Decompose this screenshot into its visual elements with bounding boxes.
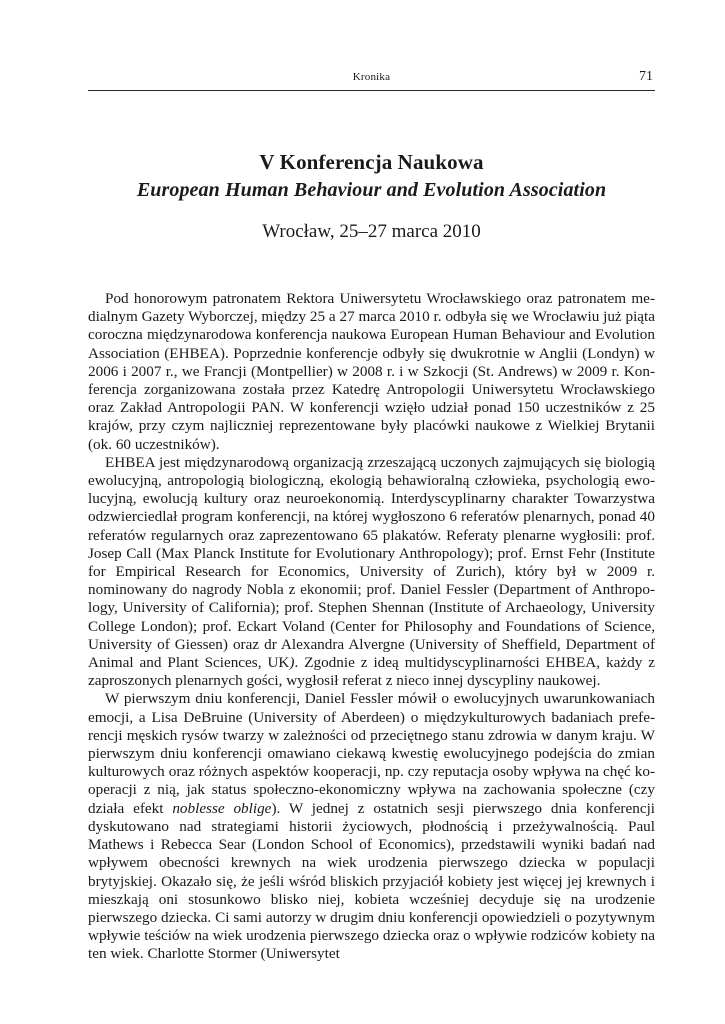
article-subtitle-association: European Human Behaviour and Evolution Association: [136, 179, 607, 201]
paragraph-3: [88, 690, 655, 963]
conference-place-date: Wrocław, 25–27 marca 2010: [262, 221, 481, 242]
page-number: 71: [639, 69, 653, 84]
running-header: [88, 68, 655, 91]
paragraph-3-text-a: W pierwszym dniu konferencji, Daniel Fessler mówił o ewolucyjnych uwarunkowaniach emocji, a Lisa DeBruine (University of Aberdeen) o międzykulturowych badaniach preferencji męskich rysów twarzy w zależności od przeciętnego stanu zdrowia w danym kraju. W pierwszym dniu konferencji omawiano ciekawą kwestię ewolucyjnego podejścia do zmian kulturowych oraz różnych aspektów kooperacji, np. czy reputacja osoby wpływa na chęć kooperacji z nią, jak status społeczno-ekonomiczny wpływa na zachowania społeczne (czy działa efekt: [88, 690, 655, 817]
paragraph-1: [88, 290, 655, 454]
paragraph-2-text-b: . Zgodnie z ideą multidyscyplinarności EHBEA, każdy z zaproszonych plenarnych gości, wygłosił referat z nieco innej dyscypliny naukowej.: [88, 654, 655, 690]
paragraph-1-text: Pod honorowym patronatem Rektora Uniwersytetu Wrocławskiego oraz patronatem medialnym Gazety Wyborczej, między 25 a 27 marca 2010 r. odbyła się we Wrocławiu już piąta coroczna międzynarodowa konferencja naukowa European Human Behaviour and Evolution Association (EHBEA). Poprzednie konferencje odbyły się dwukrotnie w Anglii (Londyn) w 2006 i 2007 r., we Francji (Montpellier) w 2008 r. i w Szkocji (St. Andrews) w 2009 r. Konferencja zorganizowana została przez Katedrę Antropologii Uniwersytetu Wrocławskiego oraz Zakład Antropologii PAN. W konferencji wzięło udział ponad 150 uczestników z 25 krajów, przy czym najliczniej reprezentowane były placówki naukowe z Wielkiej Brytanii (ok. 60 uczestników).: [88, 290, 655, 453]
paragraph-2: [88, 454, 655, 691]
paragraph-2-italic: ): [289, 654, 295, 672]
paragraph-3-text-b: ). W jednej z ostatnich sesji pierwszego dnia konferencji dyskutowano nad strategiami historii życiowych, płodnością i przeżywalnością. Paul Mathews i Rebecca Sear (London School of Economics), przedstawili wyniki badań nad wpływem obecności krewnych na wiek urodzenia pierwszego dziecka w populacji brytyjskiej. Okazało się, że jeśli wśród bliskich przyjaciół kobiety jest więcej jej krewnych i mieszkają oni stosunkowo blisko niej, kobieta wcześniej decyduje się na urodzenie pierwszego dziecka. Ci sami autorzy w drugim dniu konferencji opowiedzieli o pozytywnym wpływie teściów na wiek urodzenia pierwszego dziecka oraz o wpływie rodziców kobiety na ten wiek. Charlotte Stormer (Uniwersytet: [88, 799, 656, 963]
paragraph-2-text-a: EHBEA jest międzynarodową organizacją zrzeszającą uczonych zajmujących się biologią ewolucyjną, antropologią biologiczną, ekologią behawioralną człowieka, psychologią ewolucyjną, ewolucją kultury oraz neuroekonomią. Interdyscyplinarny charakter Towarzystwa odzwierciedlał program konferencji, na której wygłoszono 6 referatów plenarnych, ponad 40 referatów regularnych oraz zaprezentowano 65 plakatów. Referaty plenarne wygłosili: prof. Josep Call (Max Planck Institute for Evolutionary Anthropology); prof. Ernst Fehr (Institute for Empirical Research for Economics, University of Zurich), który był w 2009 r. nominowany do nagrody Nobla z ekonomii; prof. Daniel Fessler (Department of Anthropology, University of California); prof. Stephen Shennan (Institute of Archaeology, University College London); prof. Eckart Voland (Center for Philosophy and Foundations of Science, University of Giessen) oraz dr Alexandra Alvergne (University of Sheffield, Department of Animal and Plant Sciences, UK: [88, 453, 655, 672]
paragraph-3-italic: noblesse oblige: [172, 799, 272, 817]
article-title: V Konferencja Naukowa: [259, 150, 484, 174]
article-title-block: [88, 148, 655, 245]
running-title: Kronika: [352, 71, 391, 83]
article-body: [88, 290, 655, 964]
